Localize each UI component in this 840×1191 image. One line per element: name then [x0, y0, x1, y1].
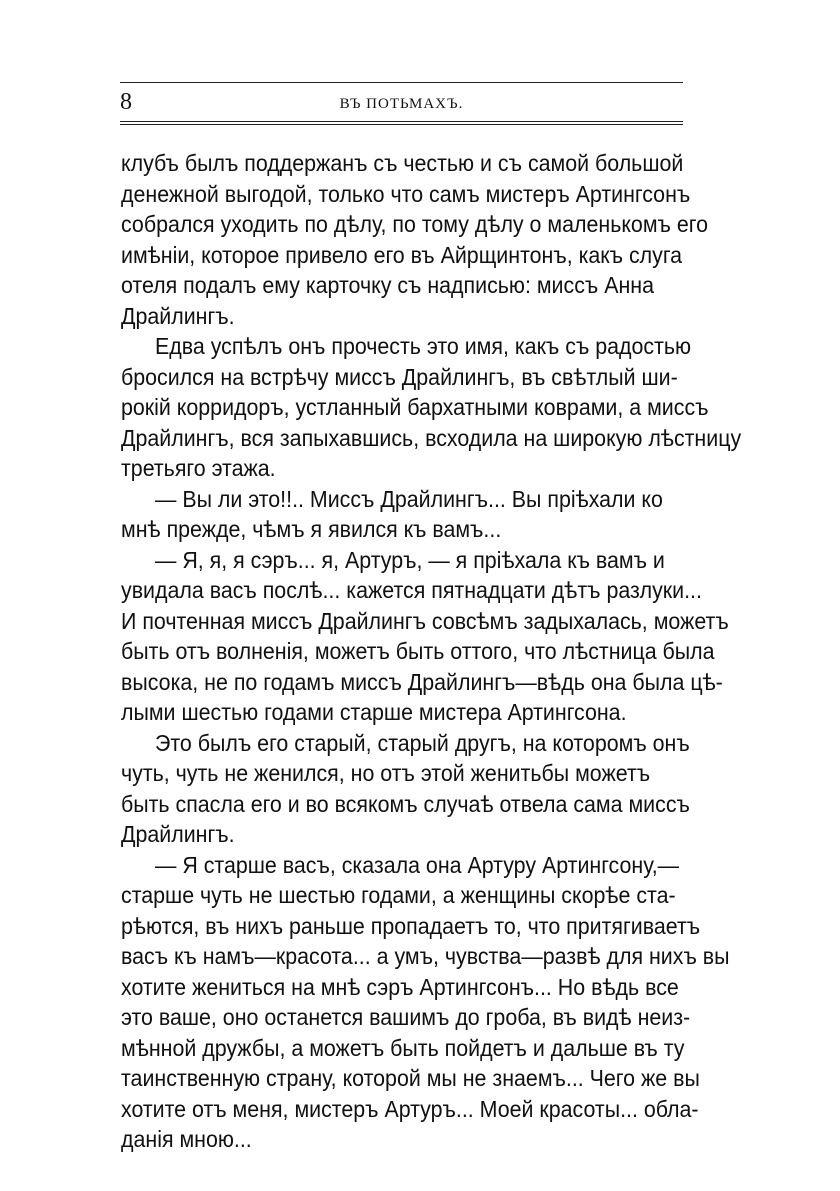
text-line: увидала васъ послѣ... кажется пятнадцати дѣтъ разлуки... [121, 577, 702, 603]
text-line: таинственную страну, которой мы не знаемъ... Чего же вы [121, 1065, 700, 1091]
header-top-rule [120, 82, 683, 83]
text-line: лыми шестью годами старше мистера Артингсона. [121, 699, 627, 725]
text-line: — Вы ли это!!.. Миссъ Драйлингъ... Вы пріѣхали ко [155, 485, 663, 512]
running-title: ВЪ ПОТЬМАХЪ. [339, 96, 464, 112]
text-line: высока, не по годамъ миссъ Драйлингъ—вѣдь она была цѣ- [121, 668, 723, 695]
text-line: мѣнной дружбы, а можетъ быть пойдетъ и дальше въ ту [121, 1034, 685, 1061]
text-line: Драйлингъ. [121, 821, 235, 847]
text-line: Это былъ его старый, старый другъ, на которомъ онъ [155, 729, 690, 756]
text-line: хотите отъ меня, мистеръ Артуръ... Моей красоты... обла- [121, 1095, 699, 1122]
text-line: мнѣ прежде, чѣмъ я явился къ вамъ... [121, 516, 502, 542]
text-line: старше чуть не шестью годами, а женщины скорѣе ста- [121, 882, 676, 908]
text-line: рокій корридоръ, устланный бархатными коврами, а миссъ [121, 394, 709, 420]
text-line: денежной выгодой, только что самъ мистеръ Артингсонъ [121, 180, 691, 207]
text-line: Едва успѣлъ онъ прочесть это имя, какъ съ радостью [155, 333, 692, 359]
text-line: собрался уходить по дѣлу, по тому дѣлу о маленькомъ его [121, 211, 708, 237]
text-line: Драйлингъ, вся запыхавшись, всходила на широкую лѣстницу [121, 424, 742, 451]
text-line: данія мною... [121, 1126, 252, 1152]
text-line: бросился на встрѣчу миссъ Драйлингъ, въ свѣтлый ши- [121, 363, 678, 390]
page-number: 8 [120, 89, 132, 115]
text-line: — Я, я, я сэръ... я, Артуръ, — я пріѣхала къ вамъ и [155, 546, 665, 573]
text-line: третьяго этажа. [121, 455, 276, 481]
text-line: хотите жениться на мнѣ сэръ Артингсонъ... Но вѣдь все [121, 973, 679, 1000]
text-line: быть отъ волненія, можетъ быть оттого, что лѣстница была [121, 638, 715, 664]
text-line: клубъ былъ поддержанъ съ честью и съ самой большой [121, 150, 684, 176]
text-line: рѣются, въ нихъ раньше пропадаетъ то, что притягиваетъ [121, 912, 701, 939]
text-line: чуть, чуть не женился, но отъ этой женитьбы можетъ [121, 760, 651, 786]
text-line: Драйлингъ. [121, 302, 235, 329]
text-line: имѣніи, которое привело его въ Айрщинтонъ, какъ слуга [121, 241, 683, 268]
text-line: это ваше, оно останется вашимъ до гроба, въ видѣ неиз- [121, 1004, 691, 1030]
header-bottom-rule [120, 121, 683, 122]
header-bottom-rule-double [120, 124, 683, 125]
text-line: быть спасла его и во всякомъ случаѣ отвела сама миссъ [121, 790, 690, 817]
text-line: — Я старше васъ, сказала она Артуру Артингсону,— [155, 851, 680, 878]
text-line: отеля подалъ ему карточку съ надписью: миссъ Анна [121, 272, 654, 298]
text-line: васъ къ намъ—красота... а умъ, чувства—развѣ для нихъ вы [121, 943, 730, 969]
text-line: И почтенная миссъ Драйлингъ совсѣмъ задыхалась, можетъ [121, 607, 729, 634]
